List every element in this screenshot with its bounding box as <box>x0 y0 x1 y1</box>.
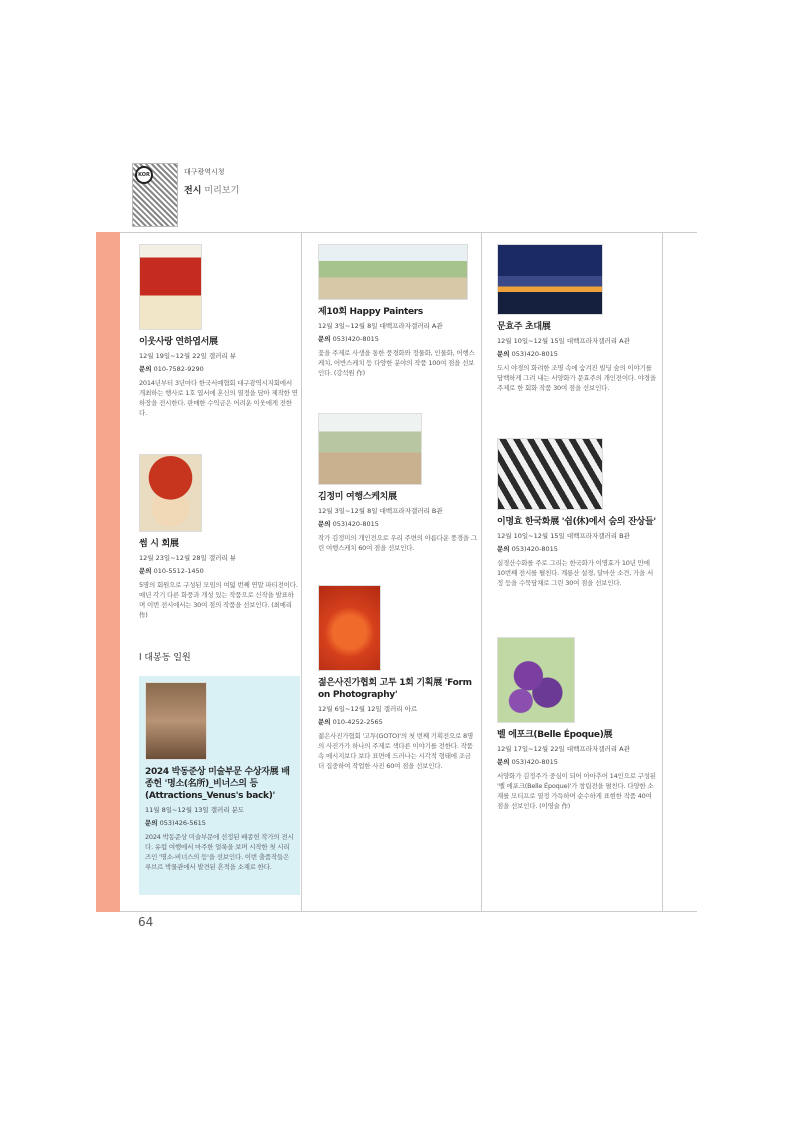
sculpture-back-image <box>145 682 207 760</box>
page-number: 64 <box>138 915 154 929</box>
exhibition-contact <box>145 818 295 828</box>
exhibition-contact <box>139 364 299 374</box>
exhibition-title: 썸 시 회展 <box>139 539 179 549</box>
contact-number: 053)420-8015 <box>332 335 379 343</box>
exhibition-item <box>139 454 299 620</box>
flower-painting-image <box>497 637 575 723</box>
frame-top-line <box>120 232 697 233</box>
exhibition-contact <box>497 349 657 359</box>
area-subheading: l 대봉동 일원 <box>139 653 191 663</box>
exhibition-contact <box>318 334 478 344</box>
featured-exhibition-item <box>145 682 295 872</box>
contact-label: 문의 <box>497 758 510 766</box>
exhibition-title: 이웃사랑 연하엽서展 <box>139 337 218 347</box>
contact-label: 문의 <box>318 718 331 726</box>
contact-label: 문의 <box>139 365 152 373</box>
portrait-painting-image <box>139 454 202 532</box>
exhibition-contact <box>497 757 657 767</box>
kor-badge-icon: KOR <box>135 166 153 184</box>
contact-number: 053)420-8015 <box>511 545 558 553</box>
exhibition-contact <box>318 717 478 727</box>
column-divider <box>662 232 663 912</box>
qr-code-icon <box>132 163 178 227</box>
village-painting-image <box>318 244 468 300</box>
exhibition-date: 12월 10일~12월 15일 대백프라자갤러리 A관 <box>497 337 630 345</box>
exhibition-description: 작가 김정미의 개인전으로 우리 주변의 아름다운 풍경을 그린 여행스케치 60여 점을 선보인다. <box>318 534 477 552</box>
exhibition-description: 도시 야경의 화려한 조명 속에 숨겨진 빌딩 숲의 이야기를 담백하게 그려 내는 서양화가 문효주의 개인전이다. 야경을 주제로 한 회화 작품 30여 점을 선보인다. <box>497 364 656 392</box>
contact-number: 053)420-8015 <box>511 350 558 358</box>
color-sidebar <box>96 232 120 912</box>
mountain-ink-painting-image <box>497 438 603 510</box>
contact-label: 문의 <box>318 335 331 343</box>
contact-number: 053)426-5615 <box>159 819 206 827</box>
section-title-bold: 전시 <box>184 186 202 196</box>
exhibition-date: 12월 17일~12월 22일 대백프라자갤러리 A관 <box>497 745 630 753</box>
exhibition-contact <box>497 544 657 554</box>
exhibition-description: 2014년부터 3년마다 한국서예협회 대구광역시지회에서 개최하는 행사로 1호 엽서에 혼신의 열정을 담아 제작한 연하장을 전시한다. 판매한 수익금은 어려운 이웃에게 전한다. <box>139 379 298 417</box>
section-title-sub: 미리보기 <box>204 186 240 196</box>
contact-label: 문의 <box>145 819 158 827</box>
contact-label: 문의 <box>139 567 152 575</box>
night-city-painting-image <box>497 244 603 315</box>
exhibition-date: 12월 23일~12월 28일 갤러리 뷰 <box>139 554 237 562</box>
exhibition-item <box>318 413 478 553</box>
exhibition-description: 2024 박동준상 미술부문에 선정된 배종헌 작가의 전시다. 유럽 여행에서 마주한 얼룩을 보며 시작한 첫 시리즈인 '명소-비너스의 등'을 선보인다. 이번 출품작들은 루브르 박물관에서 발견된 흔적을 소재로 한다. <box>145 833 294 871</box>
exhibition-date: 12월 3일~12월 8일 대백프라자갤러리 A관 <box>318 322 443 330</box>
exhibition-contact <box>318 519 478 529</box>
contact-number: 010-7582-9290 <box>153 365 204 373</box>
exhibition-item <box>139 244 299 418</box>
exhibition-item <box>497 438 657 588</box>
contact-number: 010-4252-2565 <box>332 718 383 726</box>
contact-number: 053)420-8015 <box>511 758 558 766</box>
exhibition-item <box>497 244 657 393</box>
exhibition-contact <box>139 566 299 576</box>
exhibition-description: 꽃을 주제로 사생을 통한 풍경화와 정물화, 인물화, 어행스케치, 어반스케치 등 다양한 분야의 작품 100여 점을 선보인다. (강석원 作) <box>318 349 475 377</box>
exhibition-date: 12월 19일~12월 22일 갤러리 뷰 <box>139 352 237 360</box>
exhibition-title: 이명효 한국화展 '쉼(休)에서 숨의 잔상들' <box>497 517 656 527</box>
book-cover-image <box>139 244 202 330</box>
contact-label: 문의 <box>497 350 510 358</box>
exhibition-title: 젊은사진가협회 고투 1회 기획展 'Form on Photography' <box>318 678 472 700</box>
exhibition-date: 12월 6일~12월 12일 갤러리 아르 <box>318 705 418 713</box>
exhibition-title: 2024 박동준상 미술부문 수상자展 배종헌 '명소(名所)_비너스의 등 (Attractions_Venus's back)' <box>145 767 290 801</box>
exhibition-item <box>318 244 478 378</box>
exhibition-date: 12월 10일~12월 15일 대백프라자갤러리 B관 <box>497 532 630 540</box>
exhibition-title: 벨 에포크(Belle Époque)展 <box>497 730 613 740</box>
contact-number: 053)420-8015 <box>332 520 379 528</box>
exhibition-date: 12월 3일~12월 8일 대백프라자갤러리 B관 <box>318 507 443 515</box>
exhibition-item <box>497 637 657 811</box>
exhibition-description: 서양화가 김정주가 중심이 되어 아마추어 14인으로 구성된 '벨 에포크(Belle Époque)'가 창립전을 펼친다. 다양한 소재를 모티프로 열정 가득하며 순수하게 표현한 작품 40여 점을 선보인다. (이영술 作) <box>497 772 656 810</box>
contact-label: 문의 <box>318 520 331 528</box>
exhibition-title: 제10회 Happy Painters <box>318 307 423 317</box>
exhibition-description: 5명의 회원으로 구성된 모임의 여덟 번째 연말 파티전이다. 매년 각기 다른 화풍과 개성 있는 작품으로 신작을 발표하며 이번 전시에서는 30여 점의 작품을 선보인다. (최예리 作) <box>139 581 298 619</box>
exhibition-description: 실경산수화를 주로 그리는 한국화가 이명효가 10년 만에 10번째 전시를 펼친다. 계룡산 설경, 달마산 소견, 가을 서정 등을 수묵담채로 그린 30여 점을 선보인다. <box>497 559 654 587</box>
exhibition-description: 젊은사진가협회 '고투(GOTO)'의 첫 번째 기획전으로 8명의 사진가가 하나의 주제로 색다른 이야기를 전한다. 작품 속 메시지보다 보다 표면에 드러나는 시각적 형태에 조금 더 집중하여 작업한 사진 60여 점을 선보인다. <box>318 732 474 770</box>
exhibition-title: 김정미 여행스케치展 <box>318 492 397 502</box>
section-title <box>184 183 239 196</box>
org-name: 대구광역시청 <box>184 168 225 176</box>
exhibition-title: 문효주 초대展 <box>497 322 551 332</box>
exhibition-date: 11월 8일~12월 13일 갤러리 분도 <box>145 806 245 814</box>
photo-book-image <box>318 585 381 671</box>
exhibition-item <box>318 585 478 771</box>
contact-label: 문의 <box>497 545 510 553</box>
frame-bottom-line <box>120 911 697 912</box>
house-sketch-image <box>318 413 422 485</box>
contact-number: 010-5512-1450 <box>153 567 204 575</box>
column-divider <box>301 232 302 912</box>
column-divider <box>481 232 482 912</box>
